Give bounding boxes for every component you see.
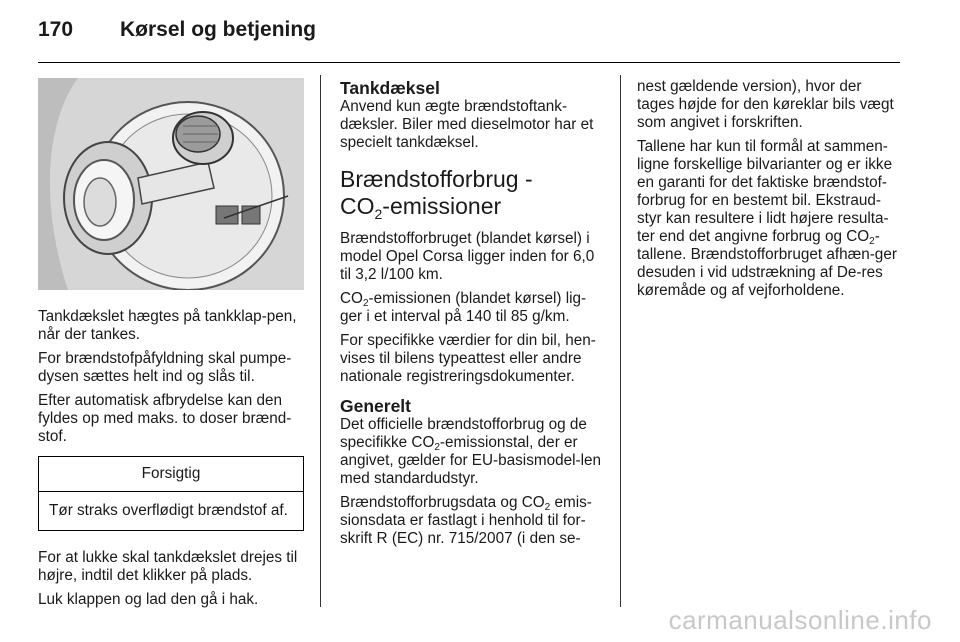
text: -emissionstal, der er angivet, gælder for EU-basismodel-len med standardudstyr. bbox=[340, 434, 602, 487]
text: -tallene. Brændstofforbruget afhæn-ger desuden i vid udstrækning af De-res køremåde og af vejforholdene. bbox=[637, 228, 897, 299]
paragraph: For specifikke værdier for din bil, hen-vises til bilens typeattest eller andre nationale registreringsdokumenter. bbox=[340, 332, 596, 385]
paragraph bbox=[340, 494, 604, 548]
text: Brændstofforbrugsdata og CO bbox=[340, 494, 545, 511]
subscript: 2 bbox=[374, 206, 383, 222]
paragraph bbox=[340, 416, 604, 488]
page-header bbox=[38, 18, 316, 42]
text: -emissionen (blandet kørsel) lig-ger i et interval på 140 til 85 g/km. bbox=[340, 290, 587, 325]
page-title: Kørsel og betjening bbox=[120, 18, 317, 41]
paragraph bbox=[340, 290, 604, 326]
fuel-cap-illustration bbox=[38, 78, 304, 290]
subscript: 2 bbox=[434, 442, 440, 453]
text: Tallene har kun til formål at sammen-ligne forskellige bilvarianter og er ikke en garanti for det faktiske brændstof-forbrug for en bestemt bil. Ekstraud-styr kan resultere i lidt højere resulta-ter end det angivne forbrug og CO bbox=[637, 138, 893, 245]
section-heading-braendstofforbrug bbox=[340, 166, 604, 220]
text: emis-sionsdata er fastlagt i henhold til for-skrift R (EC) nr. 715/2007 (i den se- bbox=[340, 494, 592, 547]
paragraph: Efter automatisk afbrydelse kan den fyldes op med maks. to doser brænd-stof. bbox=[38, 392, 292, 445]
caution-title: Forsigtig bbox=[39, 457, 303, 492]
subscript: 2 bbox=[869, 236, 875, 247]
subscript: 2 bbox=[544, 502, 551, 513]
text: CO bbox=[340, 290, 363, 307]
fuel-cap-icon bbox=[38, 78, 304, 290]
column-2 bbox=[340, 78, 604, 554]
subscript: 2 bbox=[362, 298, 369, 309]
paragraph: Luk klappen og lad den gå i hak. bbox=[38, 591, 259, 608]
paragraph bbox=[637, 138, 903, 300]
column-1 bbox=[38, 78, 304, 615]
caution-body: Tør straks overflødigt brændstof af. bbox=[49, 502, 288, 519]
column-divider bbox=[320, 75, 321, 607]
watermark: carmanualsonline.info bbox=[668, 605, 932, 635]
caution-box bbox=[38, 456, 304, 531]
paragraph: For at lukke skal tankdækslet drejes til højre, indtil det klikker på plads. bbox=[38, 549, 298, 584]
header-rule bbox=[38, 62, 900, 63]
paragraph: nest gældende version), hvor der tages højde for den køreklar bils vægt som angivet i forskriften. bbox=[637, 78, 894, 131]
heading-line-1: Brændstofforbrug - bbox=[340, 166, 533, 192]
heading-co: CO bbox=[340, 193, 375, 219]
column-3 bbox=[637, 78, 903, 306]
text: Det officielle brændstofforbrug og de specifikke CO bbox=[340, 416, 587, 451]
paragraph: Anvend kun ægte brændstoftank-dæksler. Biler med dieselmotor har et specielt tankdæksel. bbox=[340, 98, 594, 151]
section-heading-tankdaeksel: Tankdæksel bbox=[340, 78, 440, 98]
page-number: 170 bbox=[38, 18, 74, 41]
heading-line-2: -emissioner bbox=[382, 193, 502, 219]
paragraph: Tankdækslet hægtes på tankklap-pen, når der tankes. bbox=[38, 308, 297, 343]
paragraph: Brændstofforbruget (blandet kørsel) i model Opel Corsa ligger inden for 6,0 til 3,2 l/100 km. bbox=[340, 230, 595, 283]
column-divider bbox=[620, 75, 621, 607]
section-heading-generelt: Generelt bbox=[340, 396, 411, 416]
paragraph: For brændstofpåfyldning skal pumpe-dysen sættes helt ind og slås til. bbox=[38, 350, 292, 385]
